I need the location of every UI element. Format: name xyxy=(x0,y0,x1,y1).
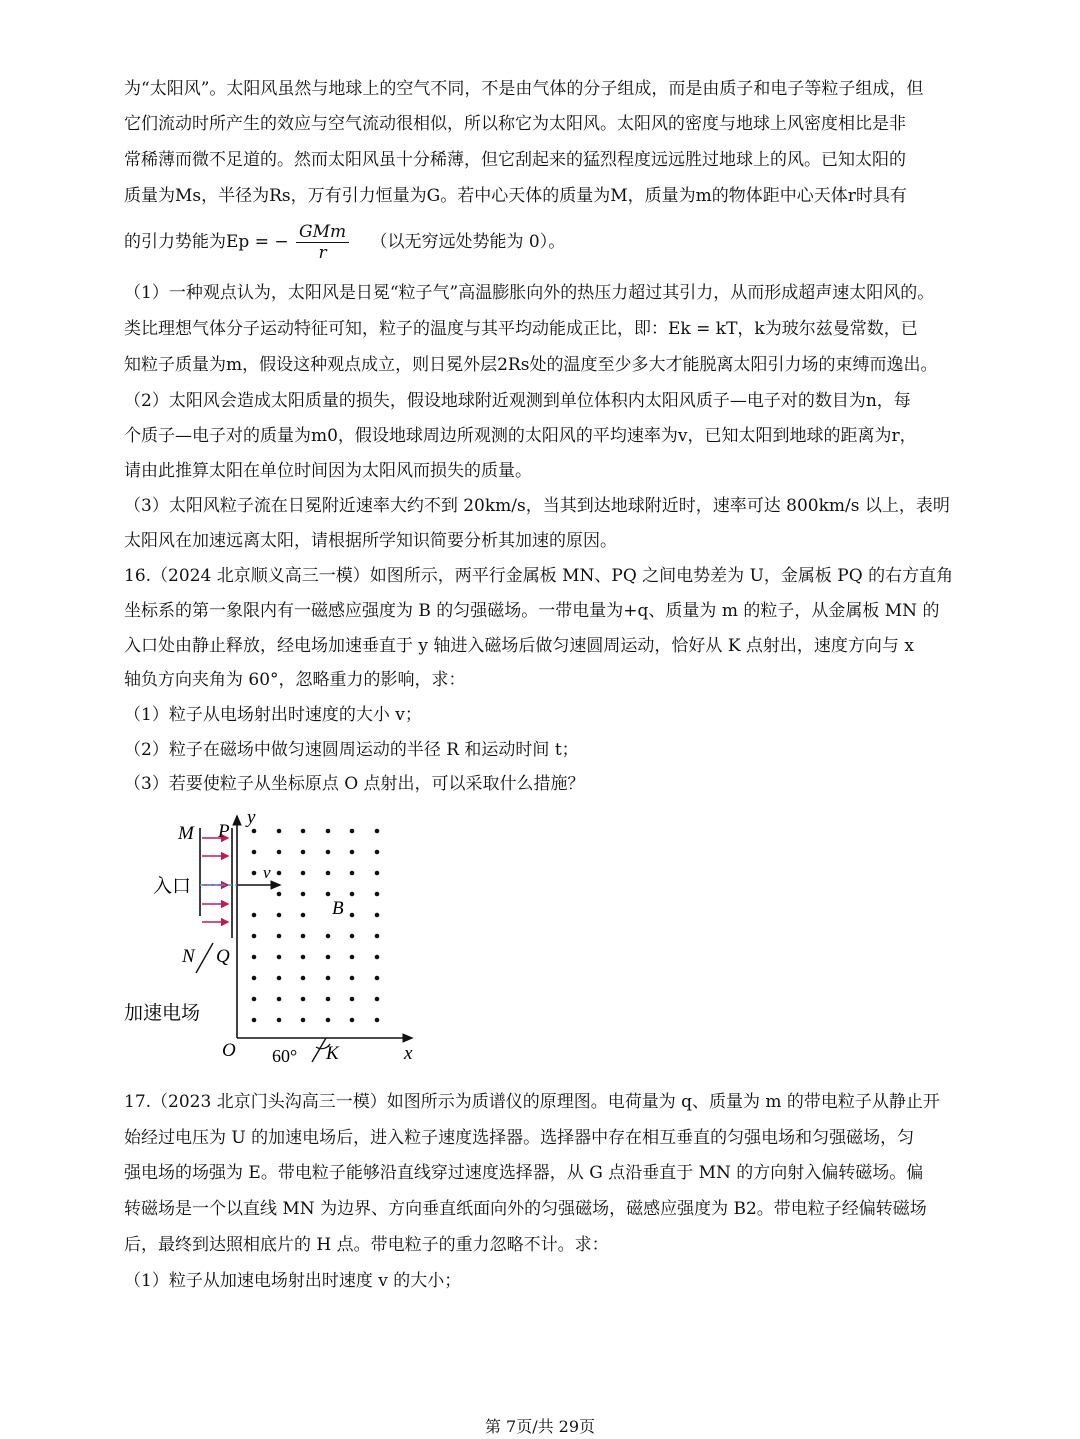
field-dot xyxy=(277,976,282,981)
label-60-degrees: 60° xyxy=(272,1046,298,1066)
magnetic-field-diagram xyxy=(120,808,420,1068)
field-dot xyxy=(326,871,331,876)
field-dot xyxy=(350,955,355,960)
field-dot xyxy=(375,829,380,834)
text-line: 质量为Ms，半径为Rs，万有引力恒量为G。若中心天体的质量为M，质量为m的物体距中心天体r时具有 xyxy=(124,186,907,206)
field-dot xyxy=(375,955,380,960)
field-dot xyxy=(326,934,331,939)
fraction-numerator: GMm xyxy=(296,222,349,243)
field-dot xyxy=(350,829,355,834)
formula-suffix: （以无穷远处势能为 0）。 xyxy=(370,232,566,252)
plate-n-lead xyxy=(196,943,213,973)
page-number: 第 7页/共 29页 xyxy=(484,1417,596,1436)
problem-16-line: 轴负方向夹角为 60°，忽略重力的影响，求： xyxy=(124,670,466,690)
field-dot xyxy=(350,850,355,855)
field-dot xyxy=(375,850,380,855)
question-line: （1）一种观点认为，太阳风是日冕“粒子气”高温膨胀向外的热压力超过其引力，从而形成超声速太阳风的。 xyxy=(124,283,935,303)
label-m: M xyxy=(178,823,194,844)
problem-17-line: （1）粒子从加速电场射出时速度 v 的大小； xyxy=(124,1271,462,1291)
label-b: B xyxy=(332,898,344,919)
field-dot xyxy=(375,997,380,1002)
label-q: Q xyxy=(216,946,230,967)
field-dot xyxy=(326,829,331,834)
field-dot xyxy=(350,871,355,876)
field-dot xyxy=(326,1018,331,1023)
field-dot xyxy=(301,829,306,834)
problem-17-line: 始经过电压为 U 的加速电场后，进入粒子速度选择器。选择器中存在相互垂直的匀强电场和匀强磁场，匀 xyxy=(124,1128,915,1148)
field-dot xyxy=(301,892,306,897)
field-dot xyxy=(375,892,380,897)
field-dot xyxy=(350,997,355,1002)
fraction-denominator: r xyxy=(318,243,327,263)
magnetic-field-dots xyxy=(252,829,380,1023)
field-dot xyxy=(277,850,282,855)
field-dot xyxy=(277,829,282,834)
field-dot xyxy=(277,955,282,960)
label-entrance: 入口 xyxy=(153,875,192,897)
problem-16-line: 入口处由静止释放，经电场加速垂直于 y 轴进入磁场后做匀速圆周运动，恰好从 K 点射出，速度方向与 x xyxy=(124,636,914,656)
problem-16-line: （3）若要使粒子从坐标原点 O 点射出，可以采取什么措施？ xyxy=(124,774,585,794)
problem-16-line: 坐标系的第一象限内有一磁感应强度为 B 的匀强磁场。一带电量为+q、质量为 m 的粒子，从金属板 MN 的 xyxy=(124,601,940,621)
field-dot xyxy=(326,955,331,960)
question-line: 个质子—电子对的质量为m0，假设地球周边所观测的太阳风的平均速率为v，已知太阳到地球的距离为r， xyxy=(124,426,917,446)
field-dot xyxy=(326,976,331,981)
field-dot xyxy=(277,1018,282,1023)
electric-field-arrows xyxy=(202,838,228,922)
question-line: 太阳风在加速远离太阳，请根据所学知识简要分析其加速的原因。 xyxy=(124,531,617,551)
question-line: 类比理想气体分子运动特征可知，粒子的温度与其平均动能成正比，即：Ek = kT，k为玻尔兹曼常数，已 xyxy=(124,319,918,339)
field-dot xyxy=(326,850,331,855)
potential-energy-formula xyxy=(124,222,565,263)
field-dot xyxy=(375,976,380,981)
field-dot xyxy=(301,913,306,918)
field-dot xyxy=(375,913,380,918)
field-dot xyxy=(252,829,257,834)
question-line: 请由此推算太阳在单位时间因为太阳风而损失的质量。 xyxy=(124,461,532,481)
field-dot xyxy=(301,850,306,855)
problem-16-line: 16.（2024 北京顺义高三一模）如图所示，两平行金属板 MN、PQ 之间电势差为 U，金属板 PQ 的右方直角 xyxy=(124,566,954,586)
field-dot xyxy=(277,871,282,876)
field-dot xyxy=(301,997,306,1002)
field-dot xyxy=(326,892,331,897)
question-line: （2）太阳风会造成太阳质量的损失，假设地球附近观测到单位体积内太阳风质子—电子对的数目为n，每 xyxy=(124,391,911,411)
field-dot xyxy=(375,1018,380,1023)
field-dot xyxy=(301,976,306,981)
problem-17-line: 强电场的场强为 E。带电粒子能够沿直线穿过速度选择器，从 G 点沿垂直于 MN 的方向射入偏转磁场。偏 xyxy=(124,1163,924,1183)
text-line: 常稀薄而微不足道的。然而太阳风虽十分稀薄，但它刮起来的猛烈程度远远胜过地球上的风。已知太阳的 xyxy=(124,150,906,170)
field-dot xyxy=(252,1018,257,1023)
field-dot xyxy=(252,976,257,981)
field-dot xyxy=(252,955,257,960)
text-line: 它们流动时所产生的效应与空气流动很相似，所以称它为太阳风。太阳风的密度与地球上风密度相比是非 xyxy=(124,114,906,134)
field-dot xyxy=(277,913,282,918)
label-v: v xyxy=(263,863,271,882)
problem-17-line: 转磁场是一个以直线 MN 为边界、方向垂直纸面向外的匀强磁场，磁感应强度为 B2。带电粒子经偏转磁场 xyxy=(124,1199,927,1219)
field-dot xyxy=(350,892,355,897)
field-dot xyxy=(350,976,355,981)
text-line: 为“太阳风”。太阳风虽然与地球上的空气不同，不是由气体的分子组成，而是由质子和电子等粒子组成，但 xyxy=(124,79,924,99)
field-dot xyxy=(252,871,257,876)
problem-17-line: 后，最终到达照相底片的 H 点。带电粒子的重力忽略不计。求： xyxy=(124,1235,609,1255)
label-k: K xyxy=(326,1043,339,1064)
field-dot xyxy=(252,850,257,855)
field-dot xyxy=(277,997,282,1002)
problem-16-line: （2）粒子在磁场中做匀速圆周运动的半径 R 和运动时间 t； xyxy=(124,740,579,760)
problem-16-line: （1）粒子从电场射出时速度的大小 v； xyxy=(124,705,422,725)
field-dot xyxy=(350,934,355,939)
field-dot xyxy=(277,934,282,939)
formula-prefix: 的引力势能为Ep = − xyxy=(124,232,289,252)
field-dot xyxy=(326,997,331,1002)
field-dot xyxy=(301,1018,306,1023)
field-dot xyxy=(252,913,257,918)
field-dot xyxy=(277,892,282,897)
label-accel-field: 加速电场 xyxy=(124,1002,201,1024)
field-dot xyxy=(375,871,380,876)
field-dot xyxy=(301,871,306,876)
field-dot xyxy=(375,934,380,939)
label-n: N xyxy=(182,946,195,967)
question-line: （3）太阳风粒子流在日冕附近速率大约不到 20km/s，当其到达地球附近时，速率可达 800km/s 以上，表明 xyxy=(124,496,950,516)
question-line: 知粒子质量为m，假设这种观点成立，则日冕外层2Rs处的温度至少多大才能脱离太阳引力场的束缚而逸出。 xyxy=(124,355,938,375)
field-dot xyxy=(301,955,306,960)
problem-17-line: 17.（2023 北京门头沟高三一模）如图所示为质谱仪的原理图。电荷量为 q、质量为 m 的带电粒子从静止开 xyxy=(124,1092,940,1112)
field-dot xyxy=(350,913,355,918)
label-x: x xyxy=(404,1043,413,1064)
exit-ray xyxy=(312,1038,326,1062)
label-p: P xyxy=(218,821,230,842)
field-dot xyxy=(252,997,257,1002)
label-o: O xyxy=(222,1040,236,1061)
field-dot xyxy=(252,934,257,939)
fraction xyxy=(296,222,349,263)
field-dot xyxy=(301,934,306,939)
field-dot xyxy=(350,1018,355,1023)
label-y: y xyxy=(247,808,256,828)
